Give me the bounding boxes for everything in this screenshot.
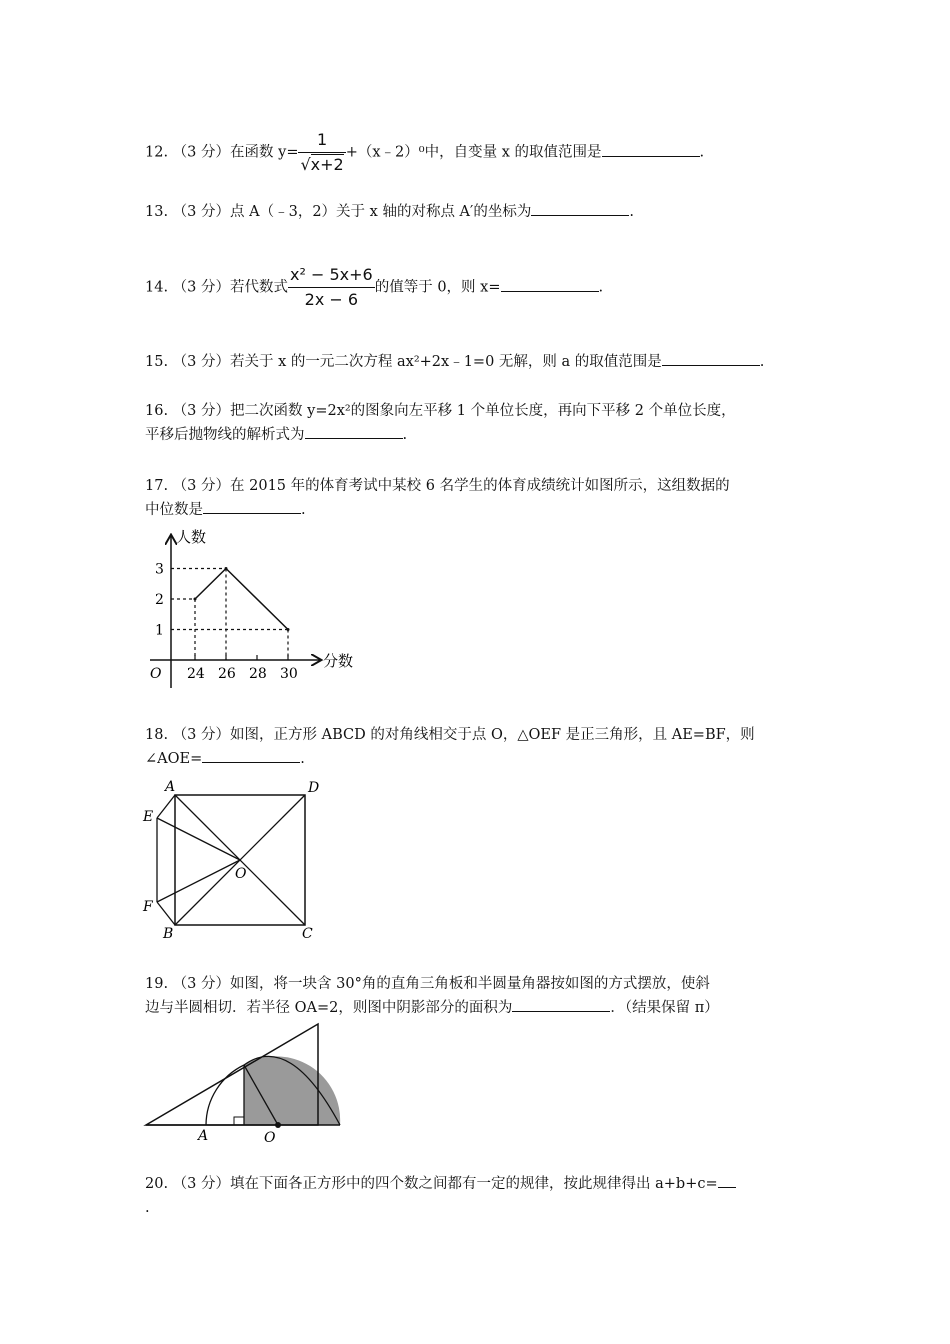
label-f: F xyxy=(143,899,153,915)
radicand: x+2 xyxy=(310,155,344,174)
x-axis-label: 分数 xyxy=(323,652,354,670)
question-score: （3 分） xyxy=(172,727,231,743)
question-text: 平移后抛物线的解析式为 xyxy=(145,427,305,443)
segment-bf xyxy=(157,902,175,925)
period: . xyxy=(402,427,408,443)
answer-blank[interactable] xyxy=(531,201,629,216)
period: . xyxy=(145,1200,150,1216)
question-text: 点 A（﹣3，2）关于 x 轴的对称点 A′的坐标为 xyxy=(230,204,532,220)
x-tick-label: 26 xyxy=(218,666,236,682)
question-20 xyxy=(145,1172,736,1220)
question-score: （3 分） xyxy=(172,279,231,296)
x-tick-label: 30 xyxy=(280,666,298,682)
question-text: 在 2015 年的体育考试中某校 6 名学生的体育成绩统计如图所示，这组数据的 xyxy=(230,478,730,494)
x-tick-label: 28 xyxy=(249,666,267,682)
question-score: （3 分） xyxy=(172,204,231,220)
origin-label: O xyxy=(150,666,162,682)
answer-blank[interactable] xyxy=(512,997,610,1012)
question-score: （3 分） xyxy=(172,354,231,370)
fraction-denominator: 2x − 6 xyxy=(288,287,375,312)
question-text: ∠AOE= xyxy=(145,751,203,767)
semicircle-left-arc xyxy=(206,1065,244,1125)
question-score: （3 分） xyxy=(172,1176,231,1192)
answer-blank[interactable] xyxy=(602,142,700,157)
question-number: 12. xyxy=(145,144,169,161)
label-c: C xyxy=(302,926,313,942)
series-line xyxy=(195,569,288,630)
label-d: D xyxy=(308,780,320,796)
data-point xyxy=(287,628,290,631)
data-point xyxy=(194,598,197,601)
data-point xyxy=(225,567,228,570)
answer-blank[interactable] xyxy=(305,424,403,439)
answer-blank[interactable] xyxy=(718,1173,736,1188)
question-text: 若关于 x 的一元二次方程 ax²+2x﹣1=0 无解，则 a 的取值范围是 xyxy=(230,354,662,370)
question-text: 如图，正方形 ABCD 的对角线相交于点 O，△OEF 是正三角形，且 AE=BF，则 xyxy=(230,727,755,743)
period: . xyxy=(759,354,765,370)
y-tick-label: 2 xyxy=(155,592,164,608)
fraction xyxy=(288,263,375,312)
fraction-denominator: √x+2 xyxy=(298,152,345,177)
question-number: 20. xyxy=(145,1176,169,1192)
fraction-numerator: x² − 5x+6 xyxy=(290,265,373,284)
question-18 xyxy=(145,723,755,771)
question-number: 15. xyxy=(145,354,169,370)
label-o: O xyxy=(264,1130,276,1146)
question-15 xyxy=(145,350,764,374)
answer-blank[interactable] xyxy=(203,499,301,514)
question-14 xyxy=(145,263,603,312)
answer-blank[interactable] xyxy=(202,748,300,763)
period: . xyxy=(699,144,705,161)
period: . xyxy=(629,204,634,220)
question-number: 19. xyxy=(145,976,169,992)
question-text: ．（结果保留 π） xyxy=(610,1000,719,1016)
question-17 xyxy=(145,474,730,522)
line-chart xyxy=(140,528,370,693)
question-19 xyxy=(145,972,719,1020)
question-12 xyxy=(145,128,704,177)
center-point-o xyxy=(275,1122,281,1128)
label-a: A xyxy=(165,779,176,795)
answer-blank[interactable] xyxy=(501,277,599,292)
question-text: 填在下面各正方形中的四个数之间都有一定的规律，按此规律得出 a+b+c= xyxy=(230,1176,718,1192)
question-score: （3 分） xyxy=(172,144,231,161)
question-number: 18. xyxy=(145,727,169,743)
question-text: +（x﹣2）⁰中，自变量 x 的取值范围是 xyxy=(345,144,602,161)
label-b: B xyxy=(163,926,174,942)
label-o: O xyxy=(235,866,247,882)
y-axis-label: 人数 xyxy=(176,528,207,546)
period: . xyxy=(301,502,306,518)
square-diagram xyxy=(140,778,330,943)
right-angle-mark xyxy=(234,1117,244,1125)
label-a: A xyxy=(198,1128,209,1144)
question-text: 若代数式 xyxy=(230,279,289,296)
label-e: E xyxy=(143,809,154,825)
fraction-numerator: 1 xyxy=(317,130,328,149)
question-number: 13. xyxy=(145,204,169,220)
question-text: 的值等于 0，则 x= xyxy=(374,279,501,296)
question-score: （3 分） xyxy=(172,478,231,494)
question-text: 把二次函数 y=2x²的图象向左平移 1 个单位长度，再向下平移 2 个单位长度， xyxy=(230,403,736,419)
question-score: （3 分） xyxy=(172,976,231,992)
question-text: 在函数 y= xyxy=(230,144,299,161)
fraction xyxy=(298,128,345,177)
answer-blank[interactable] xyxy=(662,351,760,366)
x-tick-label: 24 xyxy=(187,666,205,682)
question-number: 16. xyxy=(145,403,169,419)
question-16 xyxy=(145,399,736,447)
question-score: （3 分） xyxy=(172,403,231,419)
segment-fo xyxy=(157,860,240,902)
question-13 xyxy=(145,200,634,224)
triangle-protractor-diagram xyxy=(140,1022,355,1147)
period: . xyxy=(300,751,305,767)
segment-ae xyxy=(157,795,175,818)
question-number: 14. xyxy=(145,279,169,296)
period: . xyxy=(598,279,604,296)
y-tick-label: 3 xyxy=(155,561,164,578)
question-text: 边与半圆相切．若半径 OA=2，则图中阴影部分的面积为 xyxy=(145,1000,513,1016)
question-number: 17. xyxy=(145,478,169,494)
segment-eo xyxy=(157,818,240,860)
y-tick-label: 1 xyxy=(155,622,164,639)
question-text: 中位数是 xyxy=(145,502,203,518)
question-text: 如图，将一块含 30°角的直角三角板和半圆量角器按如图的方式摆放，使斜 xyxy=(230,976,710,992)
